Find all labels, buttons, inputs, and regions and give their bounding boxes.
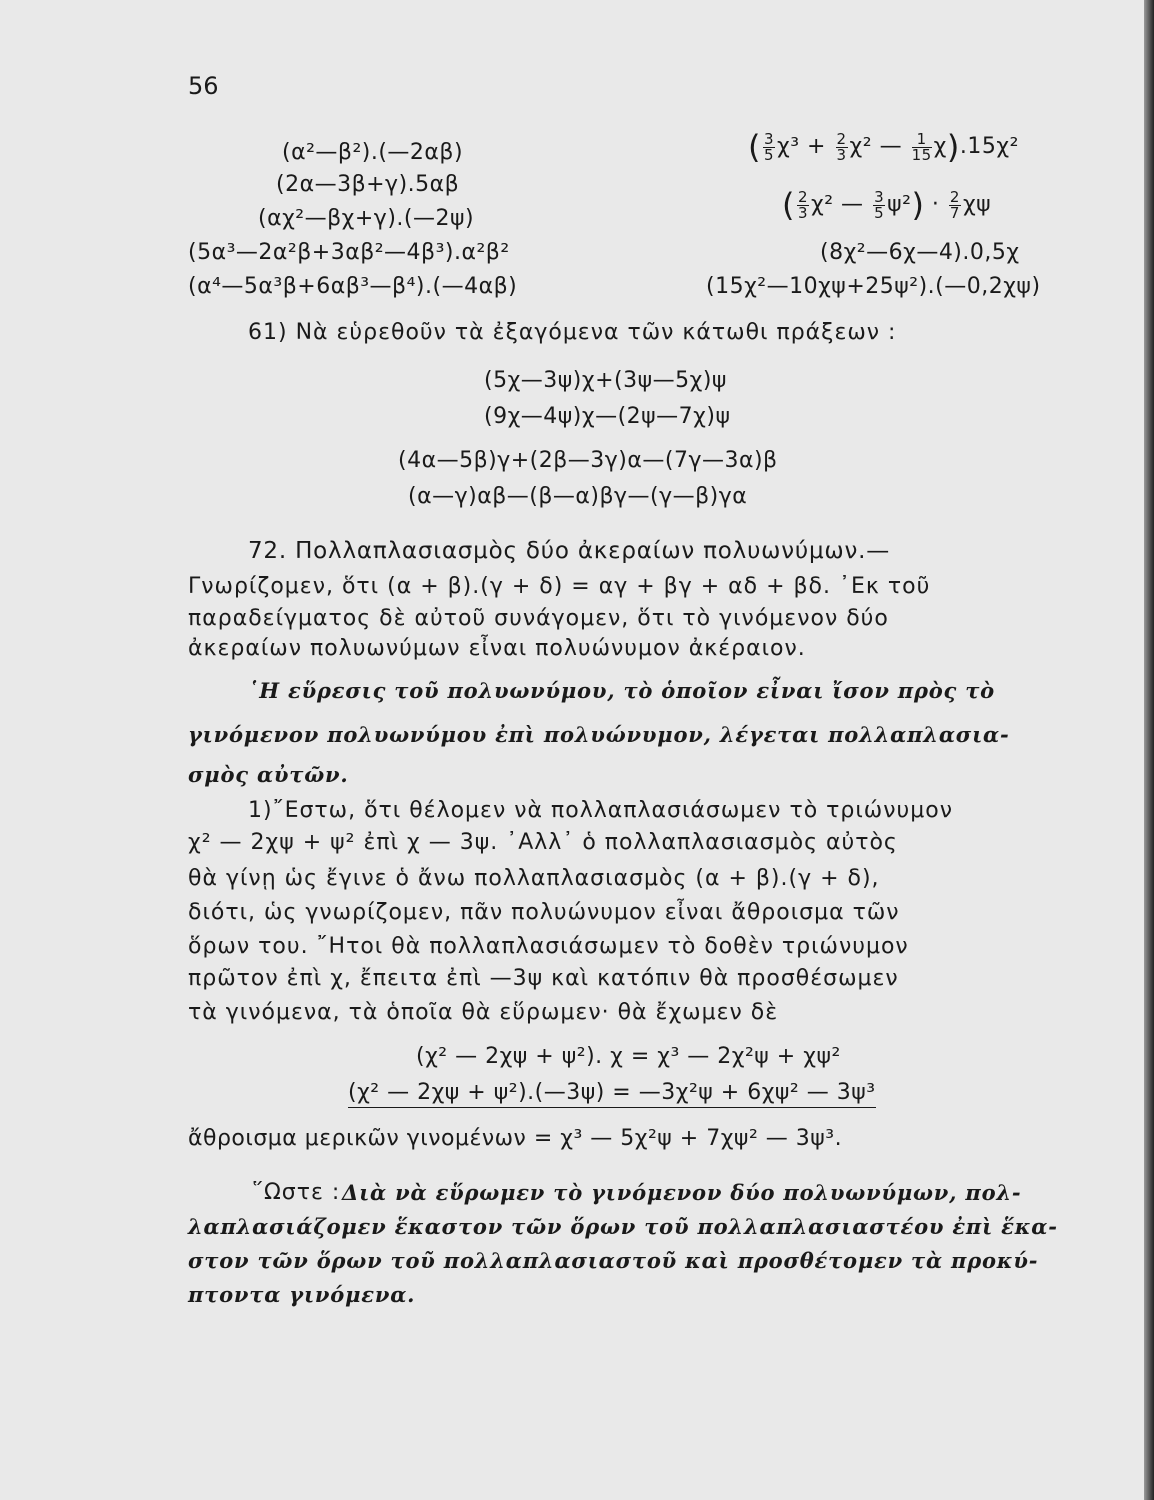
problem-61-line-4: (α—γ)αβ—(β—α)βγ—(γ—β)γα [408,484,748,509]
example-line-2: χ² — 2χψ + ψ² ἐπὶ χ — 3ψ. ᾿Αλλ᾿ ὁ πολλαπλασιασμὸς αὐτὸς [188,830,898,855]
exercise-right-4: (15χ²—10χψ+25ψ²).(—0,2χψ) [706,274,1041,299]
calc-line-1: (χ² — 2χψ + ψ²). χ = χ³ — 2χ²ψ + χψ² [416,1044,841,1069]
section-72-title: 72. Πολλαπλασιασμὸς δύο ἀκεραίων πολυωνύμων.— [248,538,891,564]
example-line-5: ὅρων του. ῎Ητοι θὰ πολλαπλασιάσωμεν τὸ δοθὲν τριώνυμον [188,934,909,959]
exercise-left-3: (αχ²—βχ+γ).(—2ψ) [258,206,475,231]
exercise-right-2: ( $\frac{2}{3}$ χ² — $\frac{3}{5}$ ψ²) · $\frac{2}{7}$ χψ [782,186,992,224]
exercise-right-1: ( $\frac{3}{5}$ χ³ + $\frac{2}{3}$ χ² — $\frac{1}{15}$ χ).15χ² [748,128,1019,166]
example-line-6: πρῶτον ἐπὶ χ, ἔπειτα ἐπὶ —3ψ καὶ κατόπιν θὰ προσθέσωμεν [188,966,899,991]
example-line-4: διότι, ὡς γνωρίζομεν, πᾶν πολυώνυμον εἶναι ἄθροισμα τῶν [188,900,900,925]
exercise-left-1: (α²—β²).(—2αβ) [282,140,464,165]
example-line-7: τὰ γινόμενα, τὰ ὁποῖα θὰ εὕρωμεν· θὰ ἔχωμεν δὲ [188,1000,779,1025]
section-72-para-line-1: Γνωρίζομεν, ὅτι (α + β).(γ + δ) = αγ + βγ + αδ + βδ. ᾿Εκ τοῦ [188,574,931,599]
definition-line-3: σμὸς αὐτῶν. [188,762,349,787]
conclusion-line-3: στον τῶν ὅρων τοῦ πολλαπλασιαστοῦ καὶ προσθέτομεν τὰ προκύ- [188,1248,1039,1273]
exercise-right-3: (8χ²—6χ—4).0,5χ [820,240,1020,265]
example-line-3: θὰ γίνῃ ὡς ἔγινε ὁ ἄνω πολλαπλασιασμὸς (α + β).(γ + δ), [188,866,880,891]
conclusion-line-2: λαπλασιάζομεν ἕκαστον τῶν ὅρων τοῦ πολλαπλασιαστέου ἐπὶ ἕκα- [188,1214,1058,1239]
exercise-left-4: (5α³—2α²β+3αβ²—4β³).α²β² [188,240,510,265]
problem-61-line-3: (4α—5β)γ+(2β—3γ)α—(7γ—3α)β [398,448,778,473]
section-72-para-line-2: παραδείγματος δὲ αὐτοῦ συνάγομεν, ὅτι τὸ γινόμενον δύο [188,606,889,631]
definition-line-2: γινόμενον πολυωνύμου ἐπὶ πολυώνυμον, λέγεται πολλαπλασια- [188,722,1010,747]
definition-line-1: ῾Η εὕρεσις τοῦ πολυωνύμου, τὸ ὁποῖον εἶναι ἴσον πρὸς τὸ [248,678,995,703]
conclusion-lead: ῞Ωστε : [252,1180,341,1205]
example-line-1: 1)῎Εστω, ὅτι θέλομεν νὰ πολλαπλασιάσωμεν τὸ τριώνυμον [248,798,953,823]
conclusion-line-4: πτοντα γινόμενα. [188,1282,416,1307]
problem-61-line-2: (9χ—4ψ)χ—(2ψ—7χ)ψ [484,404,731,429]
exercise-left-5: (α⁴—5α³β+6αβ³—β⁴).(—4αβ) [188,274,518,299]
problem-61-line-1: (5χ—3ψ)χ+(3ψ—5χ)ψ [484,368,727,393]
calc-line-3: ἄθροισμα μερικῶν γινομένων = χ³ — 5χ²ψ + 7χψ² — 3ψ³. [188,1126,843,1151]
calc-line-2: (χ² — 2χψ + ψ²).(—3ψ) = —3χ²ψ + 6χψ² — 3ψ³ [348,1080,876,1108]
page-number: 56 [188,72,219,100]
page-edge-shadow [1144,0,1154,1500]
conclusion-line-1: Διὰ νὰ εὕρωμεν τὸ γινόμενον δύο πολυωνύμων, πολ- [342,1180,1022,1205]
exercise-left-2: (2α—3β+γ).5αβ [276,172,460,197]
section-72-para-line-3: ἀκεραίων πολυωνύμων εἶναι πολυώνυμον ἀκέραιον. [188,636,806,661]
problem-61-label: 61) Νὰ εὑρεθοῦν τὰ ἐξαγόμενα τῶν κάτωθι πράξεων : [248,320,897,345]
